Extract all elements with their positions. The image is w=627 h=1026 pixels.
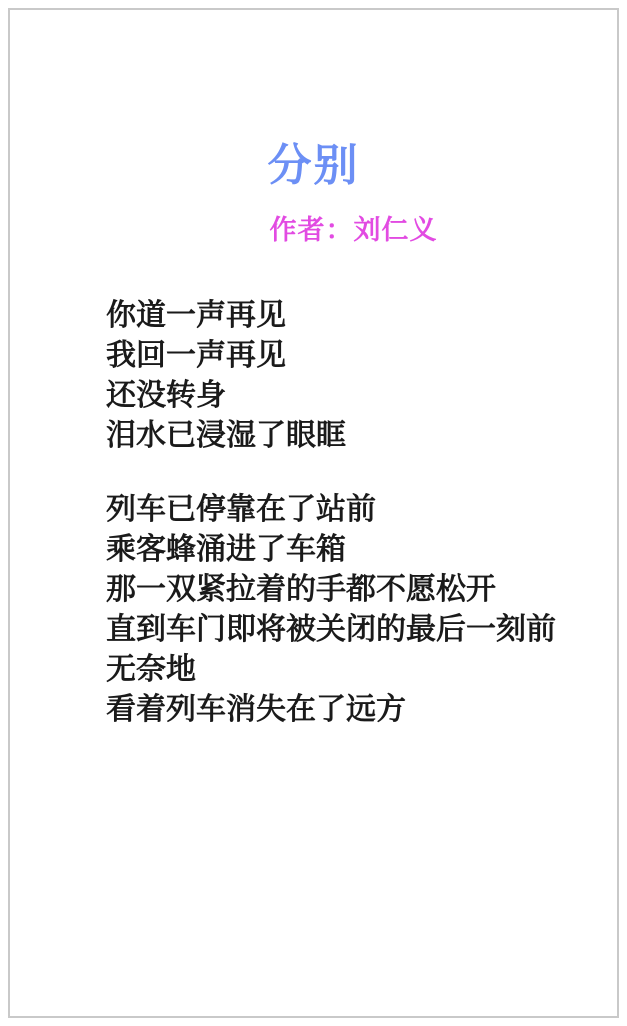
poem-line: 我回一声再见 [106, 339, 286, 372]
stanza [106, 296, 606, 456]
poem-line: 无奈地 [106, 653, 196, 686]
poem-line: 你道一声再见 [106, 299, 286, 332]
poem-line: 列车已停靠在了站前 [106, 493, 376, 526]
page-title: 分别 [267, 141, 360, 190]
author-label: 作者：刘仁义 [269, 215, 438, 245]
poem-line: 看着列车消失在了远方 [106, 693, 406, 726]
poem-line: 乘客蜂涌进了车箱 [106, 533, 346, 566]
stanza [106, 490, 606, 730]
poem-line: 那一双紧拉着的手都不愿松开 [106, 573, 496, 606]
poem-line: 直到车门即将被关闭的最后一刻前 [106, 613, 556, 646]
poem-body [106, 296, 606, 730]
poem-line: 还没转身 [106, 379, 226, 412]
poem-line: 泪水已浸湿了眼眶 [106, 419, 346, 452]
